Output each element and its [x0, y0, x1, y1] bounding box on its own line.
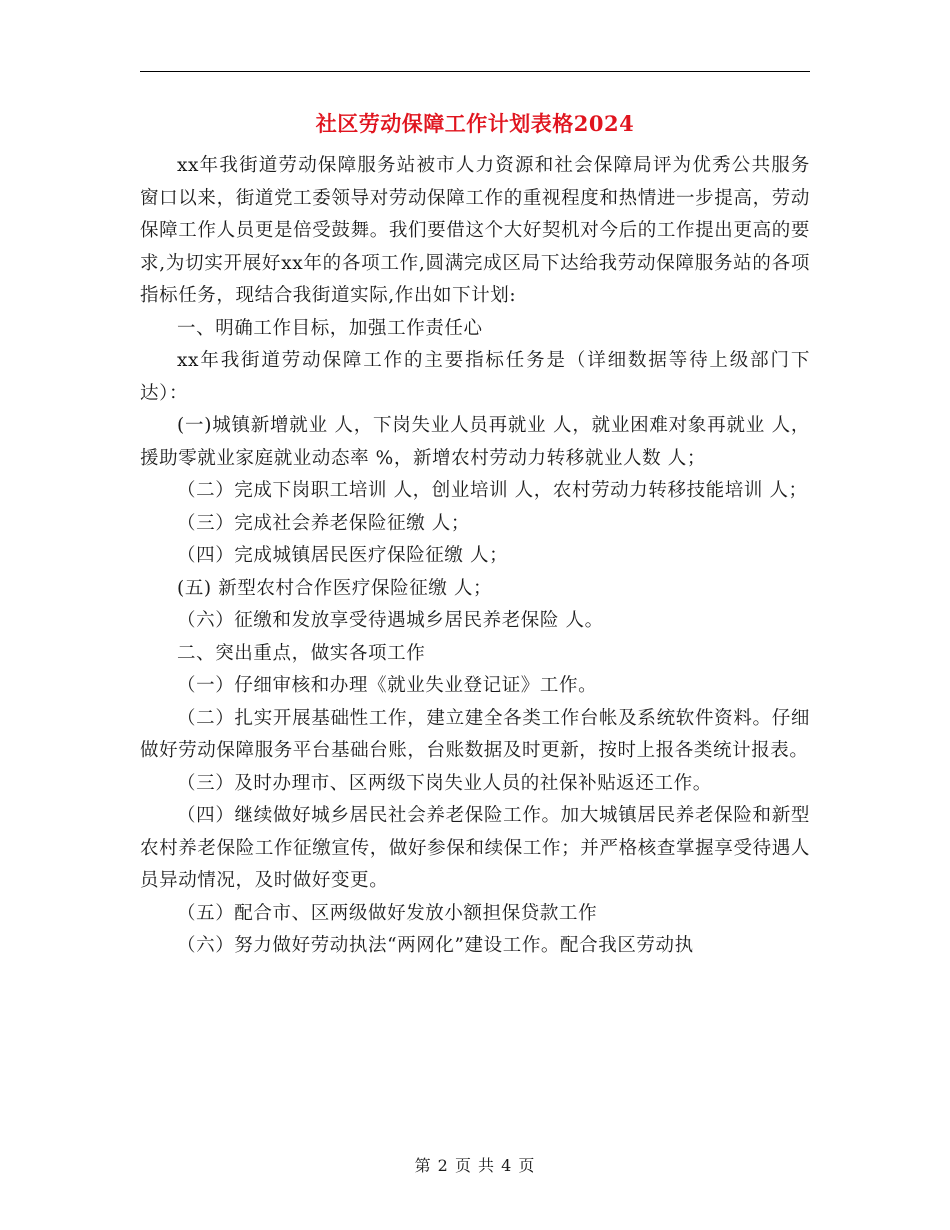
- list-item: （四）完成城镇居民医疗保险征缴 人；: [177, 545, 509, 566]
- intro-paragraph: xx年我街道劳动保障服务站被市人力资源和社会保障局评为优秀公共服务窗口以来，街道党工委领导对劳动保障工作的重视程度和热情进一步提高，劳动保障工作人员更是倍受鼓舞。我们要借这个大好契机对今后的工作提出更高的要求,为切实开展好xx年的各项工作,圆满完成区局下达给我劳动保障服务站的各项指标任务，现结合我街道实际,作出如下计划:: [140, 155, 810, 306]
- section-heading-1: 一、明确工作目标，加强工作责任心: [177, 317, 483, 339]
- list-item: （六）征缴和发放享受待遇城乡居民养老保险 人。: [177, 610, 604, 631]
- list-item: （二）完成下岗职工培训 人，创业培训 人，农村劳动力转移技能培训 人；: [177, 480, 808, 501]
- list-item: （五）配合市、区两级做好发放小额担保贷款工作: [177, 902, 598, 924]
- document-title: 社区劳动保障工作计划表格2024: [315, 111, 635, 136]
- list-item: （四）继续做好城乡居民社会养老保险工作。加大城镇居民养老保险和新型农村养老保险工作征缴宣传，做好参保和续保工作；并严格核查掌握享受待遇人员异动情况，及时做好变更。: [140, 805, 810, 891]
- page-number-footer: 第 2 页 共 4 页: [414, 1156, 536, 1175]
- list-item: （一）仔细审核和办理《就业失业登记证》工作。: [177, 675, 598, 696]
- list-item: （二）扎实开展基础性工作，建立建全各类工作台帐及系统软件资料。仔细做好劳动保障服务平台基础台账，台账数据及时更新，按时上报各类统计报表。: [140, 707, 810, 761]
- document-body: [140, 150, 810, 963]
- list-item: （三）完成社会养老保险征缴 人；: [177, 512, 470, 534]
- list-item: (五) 新型农村合作医疗保险征缴 人；: [177, 577, 493, 599]
- header-rule: [140, 71, 810, 72]
- list-item: （三）及时办理市、区两级下岗失业人员的社保补贴返还工作。: [177, 772, 712, 794]
- list-item: （六）努力做好劳动执法“两网化”建设工作。配合我区劳动执: [177, 935, 694, 956]
- list-item: (一)城镇新增就业 人，下岗失业人员再就业 人，就业困难对象再就业 人，援助零就业家庭就业动态率 %，新增农村劳动力转移就业人数 人；: [140, 415, 810, 469]
- section-1-intro: xx年我街道劳动保障工作的主要指标任务是（详细数据等待上级部门下达）：: [140, 350, 810, 404]
- section-heading-2: 二、突出重点，做实各项工作: [177, 642, 426, 664]
